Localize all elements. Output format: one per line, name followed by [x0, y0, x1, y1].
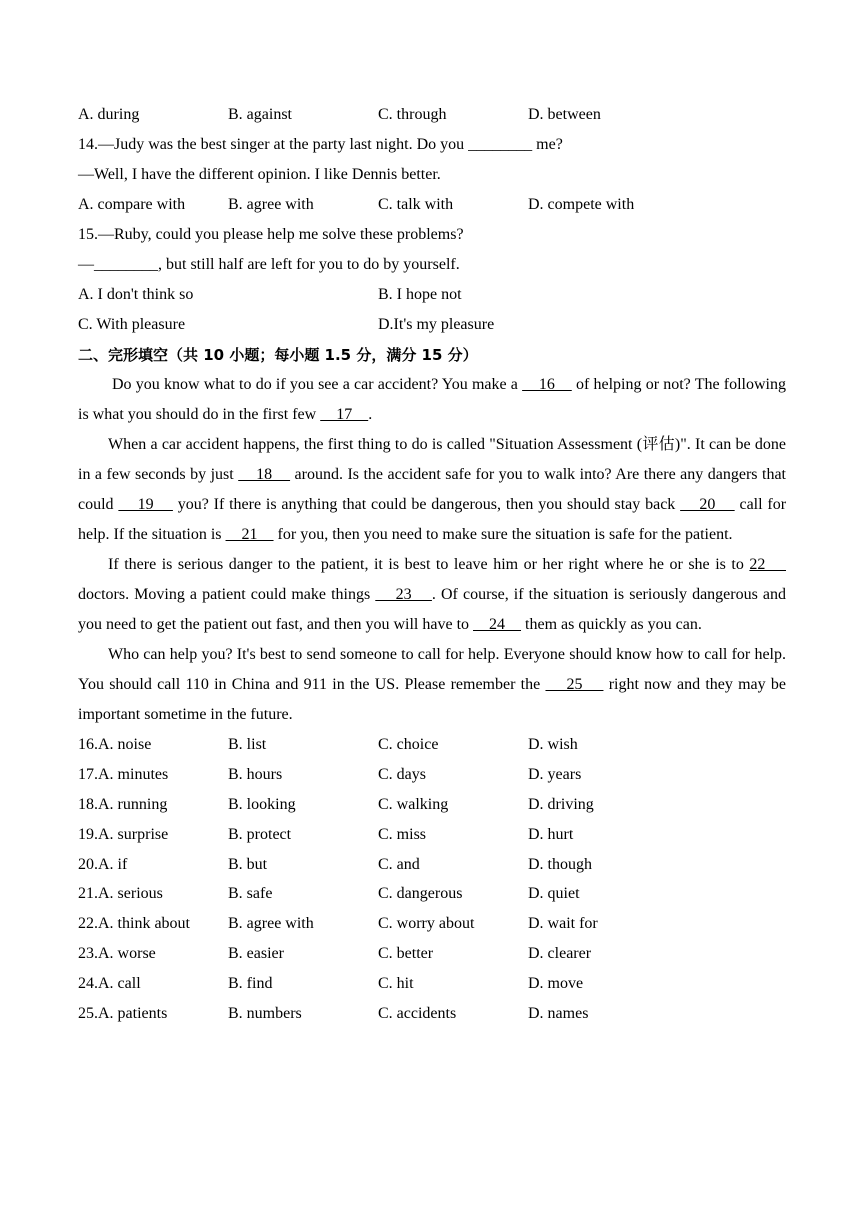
option-b: B. looking [228, 795, 296, 813]
option-c: C. walking [378, 795, 449, 813]
option-b: B. against [228, 106, 292, 123]
passage-paragraph-2: When a car accident happens, the first thing to do is called "Situation Assessment (评估)". It can be done in a few seconds by just 18 around. Is the accident safe for you to walk into? Are there any dangers that could 19 you? If there is anything that could be dangerous, then you should stay back 20 call for help. If the situation is 21 for you, then you need to make sure the situation is safe for the patient. [78, 436, 787, 543]
option-d: D. wait for [528, 915, 598, 933]
q15-stem: 15.—Ruby, could you please help me solve these problems? [78, 226, 464, 243]
option-c: C. With pleasure [78, 316, 186, 333]
q14-reply: —Well, I have the different opinion. I like Dennis better. [78, 166, 441, 183]
exam-page [78, 100, 786, 1029]
q15-options-row2 [78, 310, 786, 340]
cloze-option-row-18 [78, 790, 786, 820]
option-d: D. names [528, 1005, 589, 1023]
option-d: D. clearer [528, 945, 592, 963]
option-a: 18.A. running [78, 795, 168, 813]
blank-23: 23 [375, 586, 432, 603]
cloze-option-row-25 [78, 999, 786, 1029]
option-b: B. numbers [228, 1005, 302, 1023]
option-b: B. find [228, 975, 273, 993]
option-a: 16.A. noise [78, 736, 152, 753]
option-c: C. better [378, 945, 434, 963]
cloze-option-row-23 [78, 939, 786, 969]
option-a: A. during [78, 106, 140, 123]
option-b: B. safe [228, 885, 273, 903]
option-a: 17.A. minutes [78, 765, 169, 783]
option-a: 25.A. patients [78, 1005, 168, 1023]
blank-20: 20 [680, 496, 735, 513]
option-a: 24.A. call [78, 975, 141, 993]
blank-16: 16 [522, 376, 572, 393]
option-c: C. days [378, 765, 426, 783]
option-c: C. accidents [378, 1005, 457, 1023]
option-c: C. talk with [378, 196, 454, 213]
option-d: D. quiet [528, 885, 580, 903]
option-b: B. agree with [228, 196, 314, 213]
option-d: D. wish [528, 736, 578, 753]
blank-25: 25 [545, 676, 604, 693]
option-d: D. between [528, 106, 601, 123]
option-c: C. worry about [378, 915, 475, 933]
option-a: A. compare with [78, 196, 186, 213]
option-c: C. miss [378, 825, 427, 843]
option-c: C. and [378, 855, 420, 873]
passage-paragraph-4: Who can help you? It's best to send someone to call for help. Everyone should know how to call for help. You should call 110 in China and 911 in the US. Please remember the 25 right now and they may be important sometime in the future. [78, 646, 787, 723]
blank-18: 18 [238, 466, 291, 483]
q15-options-row1 [78, 280, 786, 310]
passage-paragraph-1: Do you know what to do if you see a car accident? You make a 16 of helping or not? The following is what you should do in the first few 17 . [78, 376, 787, 423]
option-d: D. driving [528, 795, 594, 813]
option-c: C. hit [378, 975, 414, 993]
blank-17: 17 [320, 406, 369, 423]
option-a: 20.A. if [78, 855, 128, 873]
option-d: D. compete with [528, 196, 635, 213]
cloze-option-row-24 [78, 969, 786, 999]
option-b: B. but [228, 855, 268, 873]
option-a: 21.A. serious [78, 885, 163, 903]
option-d: D. hurt [528, 825, 574, 843]
option-b: B. agree with [228, 915, 314, 933]
option-d: D. years [528, 765, 582, 783]
option-a: 19.A. surprise [78, 825, 169, 843]
blank-24: 24 [473, 616, 522, 633]
q14-options [78, 190, 786, 220]
cloze-option-row-21 [78, 879, 786, 909]
option-c: C. choice [378, 736, 439, 753]
blank-19: 19 [118, 496, 173, 513]
cloze-option-row-20 [78, 850, 786, 880]
option-b: B. easier [228, 945, 284, 963]
option-d: D. move [528, 975, 584, 993]
option-a: 22.A. think about [78, 915, 190, 933]
option-b: B. protect [228, 825, 292, 843]
option-d: D.It's my pleasure [378, 316, 495, 333]
cloze-option-row-19 [78, 820, 786, 850]
option-b: B. hours [228, 765, 283, 783]
option-d: D. though [528, 855, 592, 873]
option-b: B. list [228, 736, 267, 753]
cloze-option-row-17 [78, 760, 786, 790]
option-b: B. I hope not [378, 286, 462, 303]
blank-22: 22 [749, 556, 786, 573]
section-heading: 二、完形填空（共 10 小题；每小题 1.5 分，满分 15 分） [78, 346, 478, 364]
q13-options [78, 100, 786, 130]
passage-paragraph-3: If there is serious danger to the patient, it is best to leave him or her right where he or she is to 22 doctors. Moving a patient could make things 23 . Of course, if the situation is seriously dangerous and you need to get the patient out fast, and then you will have to 24 them as quickly as you can. [78, 556, 787, 633]
q15-reply: —________, but still half are left for you to do by yourself. [78, 256, 460, 273]
option-a: A. I don't think so [78, 286, 194, 303]
option-c: C. dangerous [378, 885, 463, 903]
cloze-options [78, 730, 786, 1029]
blank-21: 21 [225, 526, 274, 543]
cloze-option-row-16 [78, 730, 786, 760]
option-a: 23.A. worse [78, 945, 156, 963]
q14-stem: 14.—Judy was the best singer at the party last night. Do you ________ me? [78, 136, 563, 153]
option-c: C. through [378, 106, 447, 123]
cloze-option-row-22 [78, 909, 786, 939]
